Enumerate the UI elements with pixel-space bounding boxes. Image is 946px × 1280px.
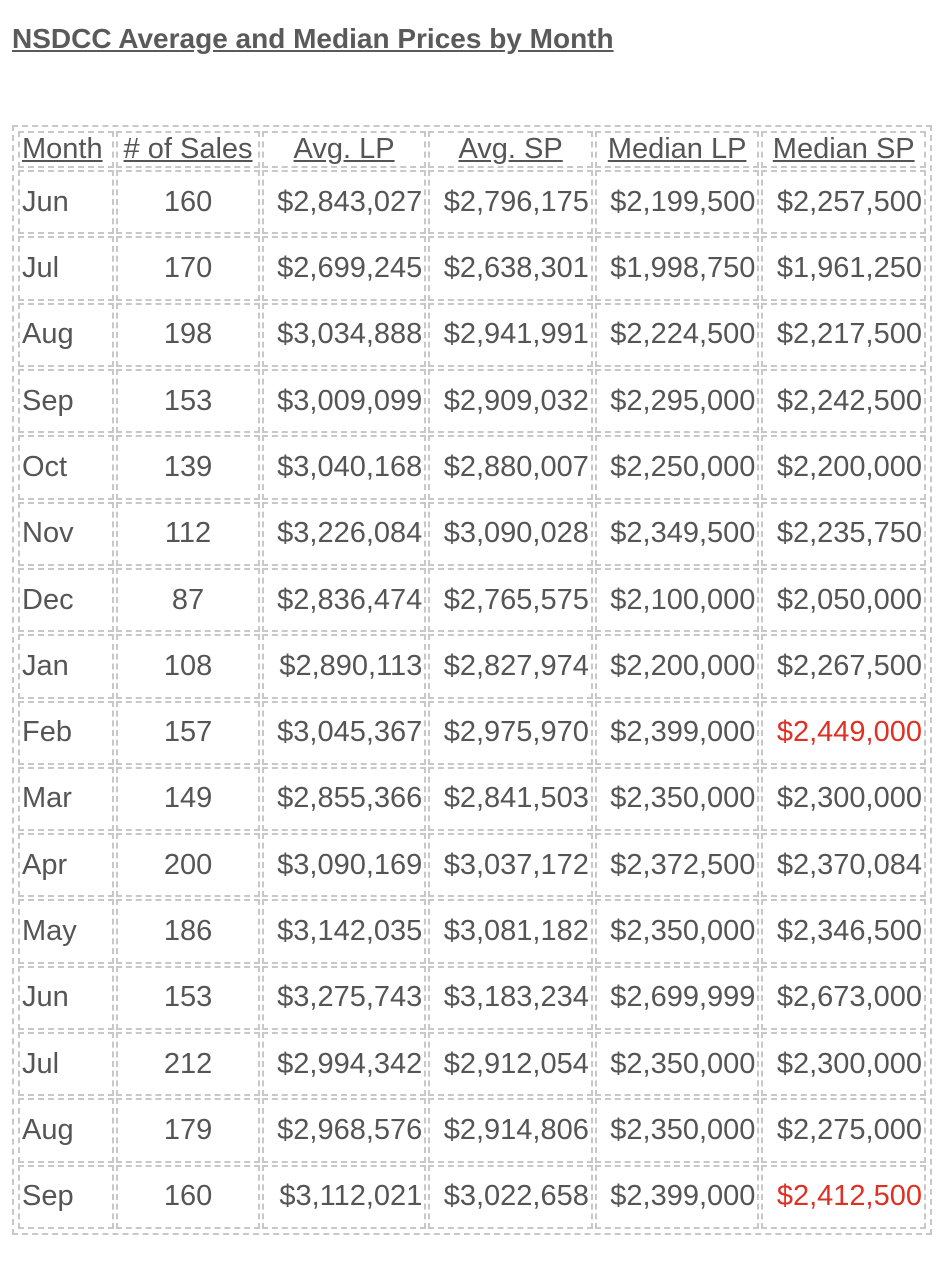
table-row [18, 568, 926, 632]
table-row [18, 899, 926, 963]
cell-median-sp: $2,370,084 [761, 833, 926, 897]
table-row [18, 701, 926, 765]
cell-median-sp: $2,412,500 [761, 1165, 926, 1229]
cell-median-sp: $2,275,000 [761, 1098, 926, 1162]
cell-avg-sp: $2,841,503 [428, 767, 593, 831]
cell-avg-sp: $2,880,007 [428, 435, 593, 499]
prices-table [16, 129, 928, 1231]
cell-month: Sep [18, 1165, 114, 1229]
prices-table-container [12, 125, 932, 1235]
header-median-sp: Median SP [761, 131, 926, 168]
table-row [18, 170, 926, 234]
cell-avg-lp: $3,034,888 [262, 303, 427, 367]
table-row [18, 634, 926, 698]
cell-month: Jul [18, 236, 114, 300]
table-row [18, 369, 926, 433]
cell-avg-lp: $3,009,099 [262, 369, 427, 433]
cell-median-lp: $2,699,999 [595, 966, 760, 1030]
cell-median-lp: $2,350,000 [595, 1032, 760, 1096]
cell-avg-lp: $3,090,169 [262, 833, 427, 897]
cell-median-lp: $2,295,000 [595, 369, 760, 433]
cell-sales: 153 [116, 966, 259, 1030]
cell-month: Jun [18, 170, 114, 234]
cell-median-sp: $1,961,250 [761, 236, 926, 300]
table-body [18, 170, 926, 1229]
cell-median-lp: $1,998,750 [595, 236, 760, 300]
cell-median-lp: $2,350,000 [595, 1098, 760, 1162]
cell-avg-lp: $2,994,342 [262, 1032, 427, 1096]
table-row [18, 833, 926, 897]
cell-median-sp: $2,300,000 [761, 1032, 926, 1096]
cell-avg-lp: $3,226,084 [262, 502, 427, 566]
cell-avg-lp: $3,040,168 [262, 435, 427, 499]
table-row [18, 1165, 926, 1229]
cell-sales: 108 [116, 634, 259, 698]
cell-month: Aug [18, 1098, 114, 1162]
cell-sales: 200 [116, 833, 259, 897]
cell-median-lp: $2,350,000 [595, 899, 760, 963]
cell-avg-sp: $2,796,175 [428, 170, 593, 234]
header-sales: # of Sales [116, 131, 259, 168]
cell-avg-lp: $2,968,576 [262, 1098, 427, 1162]
header-median-lp: Median LP [595, 131, 760, 168]
cell-month: May [18, 899, 114, 963]
cell-sales: 149 [116, 767, 259, 831]
cell-avg-sp: $2,941,991 [428, 303, 593, 367]
cell-avg-lp: $2,836,474 [262, 568, 427, 632]
cell-sales: 153 [116, 369, 259, 433]
cell-avg-lp: $2,890,113 [262, 634, 427, 698]
header-row [18, 131, 926, 168]
cell-median-lp: $2,350,000 [595, 767, 760, 831]
cell-month: Dec [18, 568, 114, 632]
cell-avg-sp: $2,909,032 [428, 369, 593, 433]
cell-median-lp: $2,200,000 [595, 634, 760, 698]
cell-avg-sp: $3,183,234 [428, 966, 593, 1030]
cell-median-lp: $2,199,500 [595, 170, 760, 234]
cell-median-sp: $2,200,000 [761, 435, 926, 499]
cell-avg-lp: $2,699,245 [262, 236, 427, 300]
cell-median-sp: $2,242,500 [761, 369, 926, 433]
cell-month: Aug [18, 303, 114, 367]
cell-sales: 160 [116, 1165, 259, 1229]
cell-avg-sp: $2,765,575 [428, 568, 593, 632]
cell-median-sp: $2,217,500 [761, 303, 926, 367]
cell-median-sp: $2,235,750 [761, 502, 926, 566]
cell-sales: 139 [116, 435, 259, 499]
cell-avg-sp: $2,912,054 [428, 1032, 593, 1096]
page-title: NSDCC Average and Median Prices by Month [12, 23, 614, 54]
cell-median-sp: $2,346,500 [761, 899, 926, 963]
cell-avg-lp: $3,045,367 [262, 701, 427, 765]
cell-median-lp: $2,250,000 [595, 435, 760, 499]
cell-sales: 170 [116, 236, 259, 300]
cell-sales: 179 [116, 1098, 259, 1162]
cell-median-lp: $2,372,500 [595, 833, 760, 897]
cell-median-lp: $2,224,500 [595, 303, 760, 367]
header-avg-sp: Avg. SP [428, 131, 593, 168]
cell-month: Feb [18, 701, 114, 765]
cell-median-sp: $2,267,500 [761, 634, 926, 698]
cell-month: Apr [18, 833, 114, 897]
cell-avg-sp: $2,827,974 [428, 634, 593, 698]
cell-avg-lp: $3,142,035 [262, 899, 427, 963]
cell-avg-sp: $3,081,182 [428, 899, 593, 963]
cell-sales: 157 [116, 701, 259, 765]
table-row [18, 767, 926, 831]
cell-avg-sp: $2,975,970 [428, 701, 593, 765]
cell-avg-sp: $3,022,658 [428, 1165, 593, 1229]
cell-median-sp: $2,050,000 [761, 568, 926, 632]
cell-median-lp: $2,349,500 [595, 502, 760, 566]
cell-avg-sp: $3,037,172 [428, 833, 593, 897]
cell-sales: 212 [116, 1032, 259, 1096]
table-row [18, 1098, 926, 1162]
header-month: Month [18, 131, 114, 168]
cell-sales: 160 [116, 170, 259, 234]
table-row [18, 303, 926, 367]
table-header [18, 131, 926, 168]
cell-median-sp: $2,300,000 [761, 767, 926, 831]
cell-month: Oct [18, 435, 114, 499]
cell-month: Jun [18, 966, 114, 1030]
header-avg-lp: Avg. LP [262, 131, 427, 168]
table-row [18, 502, 926, 566]
table-row [18, 966, 926, 1030]
cell-month: Mar [18, 767, 114, 831]
cell-avg-lp: $3,275,743 [262, 966, 427, 1030]
cell-sales: 198 [116, 303, 259, 367]
cell-median-sp: $2,449,000 [761, 701, 926, 765]
cell-avg-sp: $2,914,806 [428, 1098, 593, 1162]
cell-sales: 112 [116, 502, 259, 566]
cell-month: Sep [18, 369, 114, 433]
cell-median-lp: $2,399,000 [595, 1165, 760, 1229]
cell-sales: 87 [116, 568, 259, 632]
table-row [18, 435, 926, 499]
cell-median-lp: $2,100,000 [595, 568, 760, 632]
cell-avg-lp: $3,112,021 [262, 1165, 427, 1229]
cell-month: Jan [18, 634, 114, 698]
cell-avg-sp: $2,638,301 [428, 236, 593, 300]
cell-month: Jul [18, 1032, 114, 1096]
table-row [18, 236, 926, 300]
cell-month: Nov [18, 502, 114, 566]
cell-median-sp: $2,257,500 [761, 170, 926, 234]
cell-avg-lp: $2,855,366 [262, 767, 427, 831]
cell-median-sp: $2,673,000 [761, 966, 926, 1030]
cell-avg-sp: $3,090,028 [428, 502, 593, 566]
cell-median-lp: $2,399,000 [595, 701, 760, 765]
table-row [18, 1032, 926, 1096]
cell-sales: 186 [116, 899, 259, 963]
cell-avg-lp: $2,843,027 [262, 170, 427, 234]
